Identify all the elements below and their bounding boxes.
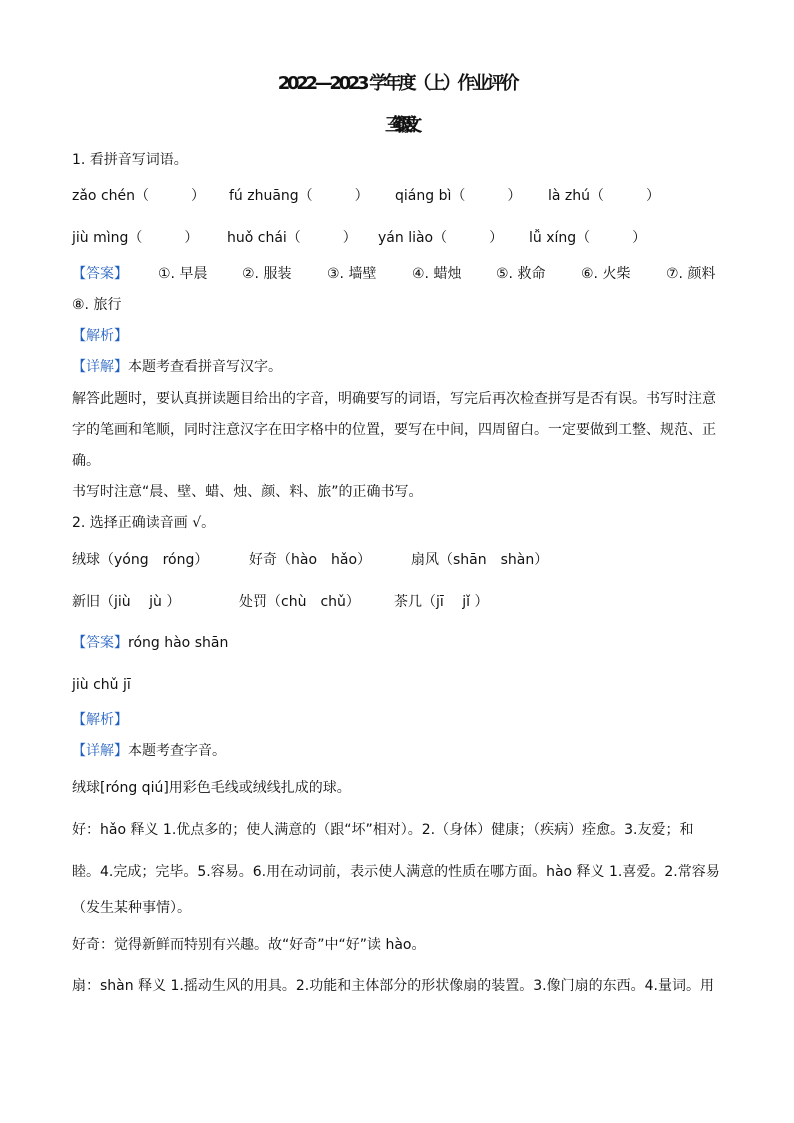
detail-label: 【详解】 [72, 359, 128, 375]
analysis-label: 【解析】 [72, 712, 128, 728]
reading-option: 绒球（yóng róng） [72, 552, 209, 568]
pinyin-item: là zhú（ ） [548, 188, 661, 204]
q2-answer [72, 633, 228, 653]
q2-explanation-line: 好：hǎo 释义 1.优点多的；使人满意的（跟“坏”相对）。2.（身体）健康；（疾病）痊愈。3.友爱；和 [72, 822, 694, 838]
answer-text: róng hào shān [128, 635, 229, 651]
pinyin-item: qiáng bì（ ） [395, 188, 522, 204]
q1-paragraph-line: 解答此题时，要认真拼读题目给出的字音，明确要写的词语，写完后再次检查拼写是否有误。书写时注意 [72, 391, 716, 407]
answer-text: jiù chǔ jī [72, 677, 131, 693]
pinyin-item: yán liào（ ） [378, 230, 504, 246]
q1-pinyin-row-1 [72, 186, 722, 206]
reading-option: 好奇（hào hǎo） [249, 552, 372, 568]
q2-explanation-line: （发生某种事情）。 [72, 900, 191, 916]
answer-label: 【答案】 [72, 635, 128, 651]
answer-item: ⑧. 旅行 [72, 297, 122, 313]
pinyin-item: huǒ chái（ ） [227, 230, 357, 246]
pinyin-item: jiù mìng（ ） [72, 230, 199, 246]
document-title: 2022—2023 学年度（上）作业评价 [277, 73, 517, 94]
reading-option: 处罚（chù chǔ） [239, 594, 360, 610]
analysis-label: 【解析】 [72, 328, 128, 344]
q2-detail [72, 741, 226, 761]
q2-prompt: 2. 选择正确读音画 √。 [72, 515, 216, 531]
answer-label: 【答案】 [72, 266, 128, 282]
pinyin-item: fú zhuāng（ ） [229, 188, 369, 204]
answer-item: ⑤. 救命 [496, 266, 546, 282]
q1-paragraph-line: 确。 [72, 453, 100, 469]
q1-prompt: 1. 看拼音写词语。 [72, 152, 188, 168]
q1-answer-row [72, 264, 727, 284]
answer-item: ②. 服装 [242, 266, 292, 282]
detail-label: 【详解】 [72, 743, 128, 759]
document-subtitle: 三年级语文 [385, 115, 409, 136]
detail-text: 本题考查看拼音写汉字。 [128, 359, 282, 375]
q2-explanation-line: 好奇：觉得新鲜而特别有兴趣。故“好奇”中“好”读 hào。 [72, 937, 426, 953]
answer-item: ③. 墙壁 [327, 266, 377, 282]
reading-option: 新旧（jiù jù ） [72, 594, 181, 610]
pinyin-item: lǚ xíng（ ） [529, 230, 647, 246]
q2-option-row-1 [72, 550, 632, 570]
q1-paragraph-line: 字的笔画和笔顺，同时注意汉字在田字格中的位置，要写在中间，四周留白。一定要做到工整、规范、正 [72, 422, 716, 438]
q1-detail [72, 357, 282, 377]
q1-pinyin-row-2 [72, 228, 722, 248]
answer-item: ⑥. 火柴 [581, 266, 631, 282]
q2-explanation-line: 睦。4.完成；完毕。5.容易。6.用在动词前，表示使人满意的性质在哪方面。hào 释义 1.喜爱。2.常容易 [72, 864, 720, 880]
answer-item: ①. 早晨 [158, 266, 208, 282]
q2-option-row-2 [72, 592, 632, 612]
reading-option: 扇风（shān shàn） [411, 552, 549, 568]
q2-explanation-line: 扇：shàn 释义 1.摇动生风的用具。2.功能和主体部分的形状像扇的装置。3.像门扇的东西。4.量词。用 [72, 978, 714, 994]
reading-option: 茶几（jī jǐ ） [394, 594, 489, 610]
answer-item: ⑦. 颜料 [666, 266, 716, 282]
pinyin-item: zǎo chén（ ） [72, 188, 205, 204]
answer-item: ④. 蜡烛 [412, 266, 462, 282]
detail-text: 本题考查字音。 [128, 743, 226, 759]
q1-paragraph-line: 书写时注意“晨、壁、蜡、烛、颜、料、旅”的正确书写。 [72, 484, 423, 500]
q2-explanation-line: 绒球[róng qiú]用彩色毛线或绒线扎成的球。 [72, 780, 351, 796]
